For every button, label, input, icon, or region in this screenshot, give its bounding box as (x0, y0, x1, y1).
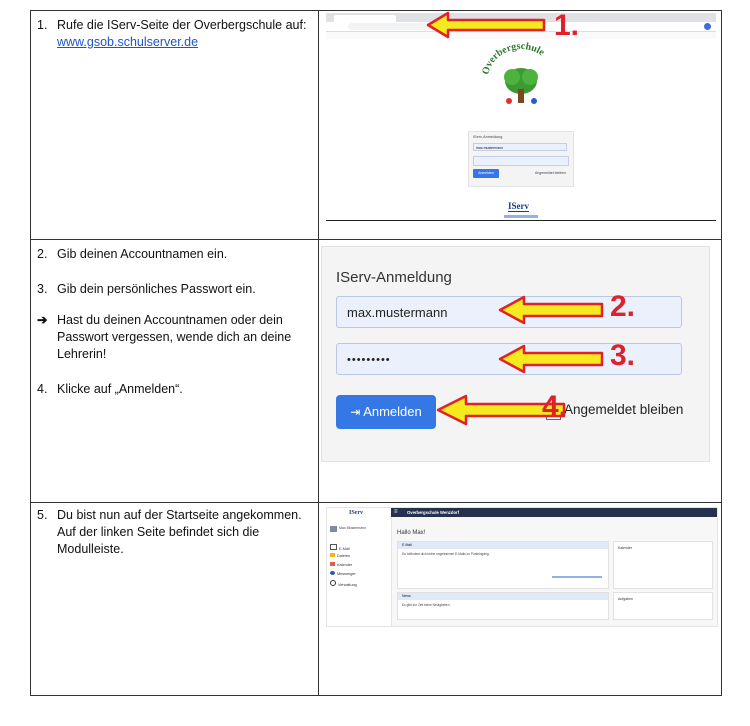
callout-label-4: 4. (542, 390, 568, 423)
sidebar-item-admin[interactable]: Verwaltung (330, 580, 357, 587)
mini-login-title: IServ-Anmeldung (473, 135, 503, 139)
password-field[interactable]: ••••••••• (336, 343, 682, 375)
step-number: 4. (37, 382, 48, 396)
step-1-text-block (37, 17, 307, 65)
screenshot-baseline (326, 220, 716, 221)
username-field[interactable]: max.mustermann (336, 296, 682, 328)
login-title: IServ-Anmeldung (336, 269, 452, 286)
step-number: 5. (37, 508, 48, 522)
step-5-text-block (37, 507, 307, 572)
profile-avatar[interactable] (704, 23, 711, 30)
school-logo-text: Overbergschule (480, 41, 547, 76)
step-number: 2. (37, 247, 48, 261)
row-step-1 (31, 11, 721, 240)
step-text: Klicke auf „Anmelden“. (57, 382, 183, 396)
step-3 (37, 281, 307, 298)
school-link[interactable]: www.gsob.schulserver.de (57, 35, 199, 49)
email-panel-text: Du befindest dich keine ungelesenen E-Mails im Posteingang. (402, 552, 490, 556)
remember-label: Angemeldet bleiben (564, 402, 684, 417)
login-button-label: Anmelden (363, 404, 422, 419)
sidebar-item-email[interactable]: E-Mail (330, 544, 350, 551)
news-panel-text: Es gibt zur Zeit keine Neuigkeiten (402, 603, 450, 607)
callout-arrow-3 (498, 344, 608, 378)
browser-tab[interactable] (334, 15, 396, 22)
step-number: 3. (37, 282, 48, 296)
instruction-table (30, 10, 722, 696)
dashboard-header (391, 508, 717, 517)
step-2-4-text-block (37, 246, 307, 412)
arrow-bullet-icon: ➔ (37, 313, 48, 327)
calendar-icon (330, 562, 335, 566)
dashboard-screenshot (326, 507, 718, 627)
note-text: Hast du deinen Accountnamen oder dein Passwort vergessen, wende dich an deine Lehrerin! (57, 313, 292, 361)
callout-arrow-1 (426, 11, 556, 51)
tasks-panel-title: Aufgaben (618, 597, 633, 601)
sidebar-item-calendar[interactable]: Kalender (330, 562, 352, 567)
mini-login-button[interactable]: Anmelden (473, 169, 499, 178)
step-text: Gib dein persönliches Passwort ein. (57, 282, 256, 296)
sidebar-item-files[interactable]: Dateien (330, 553, 350, 558)
mini-login-box (468, 131, 574, 187)
tasks-panel (613, 592, 713, 620)
user-avatar[interactable] (330, 526, 337, 532)
sidebar-item-messenger[interactable]: Messenger (330, 571, 356, 576)
login-button[interactable] (336, 395, 436, 429)
iserv-logo: IServ (508, 201, 529, 211)
sidebar-user-name[interactable]: Max Mustermann (339, 526, 367, 530)
greeting: Hallo Max! (397, 530, 426, 536)
column-divider (318, 11, 319, 239)
menu-icon[interactable]: ≡ (394, 509, 398, 515)
gear-icon (330, 580, 336, 586)
step-5 (37, 507, 307, 558)
callout-label-2: 2. (610, 290, 636, 323)
mini-username-field[interactable]: max.mustermann (473, 143, 567, 151)
news-panel (397, 592, 609, 620)
note (37, 312, 307, 363)
url-field[interactable] (348, 23, 438, 30)
column-divider (318, 240, 319, 502)
mini-remember-label: Angemeldet bleiben (535, 171, 566, 175)
callout-arrow-2 (498, 295, 608, 329)
mini-password-field[interactable] (473, 156, 569, 166)
mail-icon (330, 544, 337, 550)
callout-label-1: 1. (554, 9, 580, 42)
step-4 (37, 381, 307, 398)
email-panel-link[interactable] (552, 576, 602, 579)
row-step-2-4 (31, 240, 721, 503)
news-panel-header: News (398, 593, 608, 600)
messenger-icon (330, 571, 335, 575)
module-sidebar (327, 508, 392, 626)
school-logo (476, 41, 566, 111)
step-text: Gib deinen Accountnamen ein. (57, 247, 228, 261)
step-1 (37, 17, 307, 51)
iserv-footer-link[interactable] (504, 215, 538, 218)
step-2 (37, 246, 307, 263)
header-title: Overbergschule Wenzdorf (407, 509, 460, 515)
folder-icon (330, 553, 335, 557)
email-panel (397, 541, 609, 589)
calendar-panel-title: Kalender (618, 546, 633, 550)
row-step-5 (31, 503, 721, 695)
email-panel-header: E-Mail (398, 542, 608, 549)
step-text: Du bist nun auf der Startseite angekommen. Auf der linken Seite befindet sich die Modulleiste. (57, 508, 302, 556)
calendar-panel (613, 541, 713, 589)
sidebar-iserv-logo: IServ (349, 510, 363, 516)
login-arrow-icon: ⇥ (350, 405, 361, 419)
step-number: 1. (37, 18, 48, 32)
column-divider (318, 503, 319, 695)
callout-label-3: 3. (610, 339, 636, 372)
step-text: Rufe die IServ-Seite der Overbergschule auf: (57, 18, 307, 32)
